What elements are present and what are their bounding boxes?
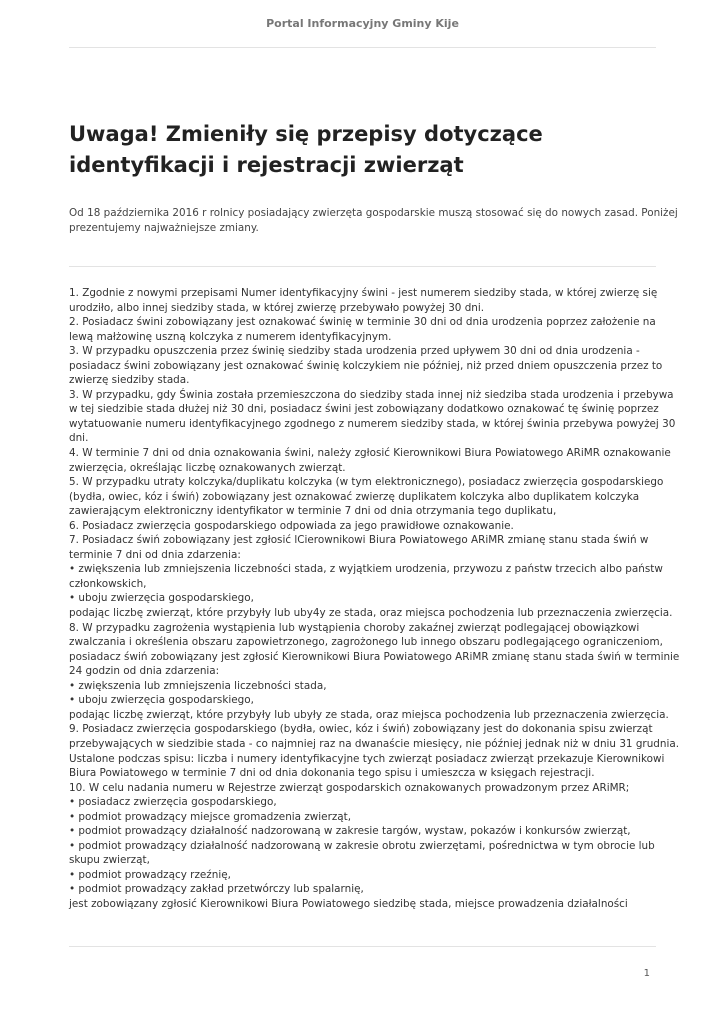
body-line: 1. Zgodnie z nowymi przepisami Numer identyfikacyjny świni - jest numerem siedziby stada, w której zwierzę się bbox=[69, 287, 658, 299]
body-line: 10. W celu nadania numeru w Rejestrze zwierząt gospodarskich oznakowanych prowadzonym przez ARiMR; bbox=[69, 781, 630, 794]
body-line: • podmiot prowadzący rzeźnię, bbox=[69, 868, 231, 881]
body-line: • posiadacz zwierzęcia gospodarskiego, bbox=[69, 796, 277, 809]
body-line: podając liczbę zwierząt, które przybyły lub uby4y ze stada, oraz miejsca pochodzenia lub przeznaczenia zwierzęcia. bbox=[69, 607, 673, 620]
body-line: Ustalone podczas spisu: liczba i numery identyfikacyjne tych zwierząt posiadacz zwierząt przekazuje Kierownikowi bbox=[69, 752, 665, 765]
body-line: lewą małżowinę uszną kolczyka z numerem identyfikacyjnym. bbox=[69, 330, 392, 343]
body-line: • zwiększenia lub zmniejszenia liczebności stada, bbox=[69, 679, 327, 692]
body-line: 24 godzin od dnia zdarzenia: bbox=[69, 665, 220, 678]
body-line: wytatuowanie numeru identyfikacyjnego zgodnego z numerem siedziby stada, w której świnia przebywa powyżej 30 bbox=[69, 417, 676, 430]
body-line: • podmiot prowadzący działalność nadzorowaną w zakresie obrotu zwierzętami, pośrednictwa w tym obrocie lub bbox=[69, 839, 655, 852]
body-line: w tej siedzibie stada dłużej niż 30 dni, posiadacz świni jest zobowiązany dodatkowo oznakować tę świnię poprzez bbox=[69, 403, 659, 416]
body-line: skupu zwierząt, bbox=[69, 854, 150, 867]
body-line: 8. W przypadku zagrożenia wystąpienia lub wystąpienia choroby zakaźnej zwierząt podlegającej obowiązkowi bbox=[69, 621, 640, 634]
body-line: 4. W terminie 7 dni od dnia oznakowania świni, należy zgłosić Kierownikowi Biura Powiatowego ARiMR oznakowanie bbox=[69, 447, 671, 460]
body-line: zawierającym elektroniczny identyfikator w terminie 7 dni od dnia otrzymania tego duplikatu, bbox=[69, 505, 557, 518]
body-line: posiadacz świń zobowiązany jest zgłosić Kierownikowi Biura Powiatowego ARiMR zmianę stanu stada świń w terminie bbox=[69, 650, 680, 663]
body-line: jest zobowiązany zgłosić Kierownikowi Biura Powiatowego siedzibę stada, miejsce prowadzenia działalności bbox=[69, 897, 628, 910]
body-line: 3. W przypadku opuszczenia przez świnię siedziby stada urodzenia przed upływem 30 dni od dnia urodzenia - bbox=[69, 345, 640, 358]
body-line: terminie 7 dni od dnia zdarzenia: bbox=[69, 548, 241, 561]
body-line: 5. W przypadku utraty kolczyka/duplikatu kolczyka (w tym elektronicznego), posiadacz zwierzęcia gospodarskiego bbox=[69, 476, 664, 489]
body-line: (bydła, owiec, kóz i świń) zobowiązany jest oznakować zwierzę duplikatem kolczyka albo duplikatem kolczyka bbox=[69, 490, 640, 503]
body-line: zwierzę siedziby stada. bbox=[69, 374, 190, 387]
body-line: przebywających w siedzibie stada - co najmniej raz na dwanaście miesięcy, nie później jednak niż w dniu 31 grudnia. bbox=[69, 737, 680, 750]
body-line: Biura Powiatowego w terminie 7 dni od dnia dokonania tego spisu i umieszcza w księgach rejestracji. bbox=[69, 767, 595, 780]
body-line: urodziło, albo innej siedziby stada, w której zwierzę przebywało powyżej 30 dni. bbox=[69, 301, 485, 314]
body-line: 2. Posiadacz świni zobowiązany jest oznakować świnię w terminie 30 dni od dnia urodzenia poprzez założenie na bbox=[69, 316, 656, 329]
body-line: zwalczania i określenia obszaru zapowietrzonego, zagrożonego lub innego obszaru podlegającego ograniczeniom, bbox=[69, 636, 663, 649]
body-line: 7. Posiadacz świń zobowiązany jest zgłosić lCierownikowi Biura Powiatowego ARiMR zmianę stanu stada świń w bbox=[69, 534, 649, 547]
intro-line: prezentujemy najważniejsze zmiany. bbox=[69, 222, 259, 234]
body-line: • uboju zwierzęcia gospodarskiego, bbox=[69, 592, 254, 605]
body-line: posiadacz świni zobowiązany jest oznakować świnię kolczykiem nie później, niż przed dniem opuszczenia przez to bbox=[69, 359, 663, 372]
article-title-line: identyfikacji i rejestracji zwierząt bbox=[69, 153, 464, 177]
body-line: członkowskich, bbox=[69, 577, 147, 590]
site-title: Portal Informacyjny Gminy Kije bbox=[266, 17, 459, 30]
body-line: • podmiot prowadzący miejsce gromadzenia zwierząt, bbox=[69, 810, 352, 823]
article-body bbox=[69, 286, 680, 912]
article-title-line: Uwaga! Zmieniły się przepisy dotyczące bbox=[69, 122, 543, 146]
body-line: 6. Posiadacz zwierzęcia gospodarskiego odpowiada za jego prawidłowe oznakowanie. bbox=[69, 519, 514, 532]
page-number: 1 bbox=[643, 968, 650, 979]
body-line: • podmiot prowadzący zakład przetwórczy lub spalarnię, bbox=[69, 883, 364, 896]
intro-line: Od 18 października 2016 r rolnicy posiadający zwierzęta gospodarskie muszą stosować się do nowych zasad. Poniżej bbox=[69, 207, 678, 219]
body-line: zwierzęcia, określając liczbę oznakowanych zwierząt. bbox=[69, 461, 346, 474]
body-line: podając liczbę zwierząt, które przybyły lub ubyły ze stada, oraz miejsca pochodzenia lub przeznaczenia zwierzęcia. bbox=[69, 708, 669, 721]
body-line: • podmiot prowadzący działalność nadzorowaną w zakresie targów, wystaw, pokazów i konkursów zwierząt, bbox=[69, 825, 631, 838]
body-line: • uboju zwierzęcia gospodarskiego, bbox=[69, 694, 254, 707]
body-line: 3. W przypadku, gdy Świnia została przemieszczona do siedziby stada innej niż siedziba stada urodzenia i przebywa bbox=[69, 388, 674, 401]
intro-divider bbox=[69, 266, 656, 267]
header-divider bbox=[69, 47, 656, 48]
article-title bbox=[69, 119, 659, 181]
body-line: dni. bbox=[69, 432, 89, 445]
footer-divider bbox=[69, 946, 656, 947]
article-intro bbox=[69, 206, 678, 236]
body-line: 9. Posiadacz zwierzęcia gospodarskiego (bydła, owiec, kóz i świń) zobowiązany jest do dokonania spisu zwierząt bbox=[69, 723, 653, 736]
body-line: • zwiększenia lub zmniejszenia liczebności stada, z wyjątkiem urodzenia, przywozu z państw trzecich albo państw bbox=[69, 563, 663, 576]
